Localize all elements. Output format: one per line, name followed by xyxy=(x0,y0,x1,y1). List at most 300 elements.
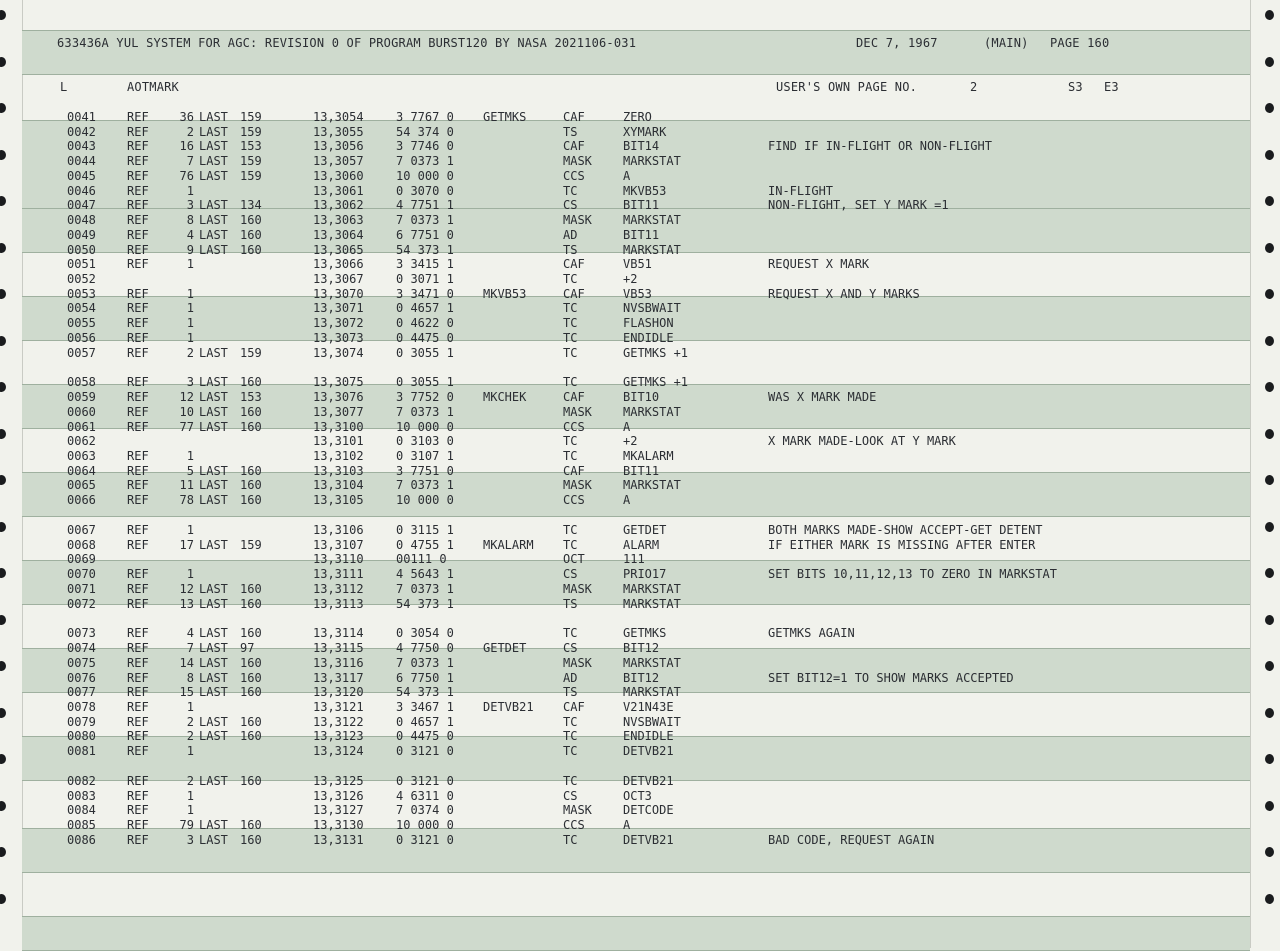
last-keyword: LAST xyxy=(199,641,228,656)
ref-keyword: REF xyxy=(127,626,149,641)
right-feed-hole xyxy=(1265,615,1274,625)
band-rule xyxy=(22,872,1250,873)
comment: IN-FLIGHT xyxy=(768,183,834,198)
ref-count: 1 xyxy=(186,301,194,316)
listing-row xyxy=(0,700,1280,715)
opcode: CAF xyxy=(563,463,585,478)
ref-count: 1 xyxy=(186,316,194,331)
line-number: 0073 xyxy=(67,626,96,641)
page-number: PAGE 160 xyxy=(1050,36,1110,50)
band-rule xyxy=(22,916,1250,917)
line-number: 0075 xyxy=(67,655,96,670)
ref-keyword: REF xyxy=(127,301,149,316)
ref-count: 3 xyxy=(186,832,194,847)
opcode: TC xyxy=(563,345,578,360)
octal-code: 7 0373 1 xyxy=(396,655,454,670)
operand: VB51 xyxy=(623,257,652,272)
operand: BIT11 xyxy=(623,198,660,213)
ref-count: 76 xyxy=(179,168,194,183)
address: 13,3101 xyxy=(313,434,364,449)
address: 13,3062 xyxy=(313,198,364,213)
operand: +2 xyxy=(623,434,638,449)
operand: MARKSTAT xyxy=(623,685,681,700)
last-page: 159 xyxy=(240,110,262,124)
ref-count: 1 xyxy=(186,522,194,537)
left-feed-hole xyxy=(0,10,6,20)
ref-count: 2 xyxy=(186,345,194,360)
last-keyword: LAST xyxy=(199,404,228,419)
line-number: 0049 xyxy=(67,227,96,242)
operand: BIT10 xyxy=(623,390,660,405)
opcode: AD xyxy=(563,670,578,685)
ref-keyword: REF xyxy=(127,714,149,729)
ref-count: 1 xyxy=(186,803,194,818)
opcode: TC xyxy=(563,375,578,390)
listing-row xyxy=(0,375,1280,390)
last-keyword: LAST xyxy=(199,419,228,434)
line-number: 0078 xyxy=(67,699,96,714)
listing-row xyxy=(0,110,1280,125)
ref-count: 16 xyxy=(179,139,194,154)
last-page: 160 xyxy=(240,818,262,833)
ref-keyword: REF xyxy=(127,345,149,360)
last-page: 160 xyxy=(240,596,262,611)
comment: FIND IF IN-FLIGHT OR NON-FLIGHT xyxy=(768,139,992,154)
opcode: TC xyxy=(563,316,578,331)
ref-count: 4 xyxy=(186,227,194,242)
octal-code: 0 3055 1 xyxy=(396,375,454,390)
opcode: AD xyxy=(563,227,578,242)
symbol-label: MKCHEK xyxy=(483,390,527,405)
opcode: TS xyxy=(563,596,578,611)
right-feed-hole xyxy=(1265,847,1274,857)
ref-count: 1 xyxy=(186,257,194,272)
octal-code: 0 3121 0 xyxy=(396,744,454,759)
operand: NVSBWAIT xyxy=(623,714,681,729)
line-number: 0042 xyxy=(67,124,96,139)
last-keyword: LAST xyxy=(199,390,228,405)
opcode: TC xyxy=(563,448,578,463)
line-number: 0072 xyxy=(67,596,96,611)
operand: BIT12 xyxy=(623,670,660,685)
address: 13,3130 xyxy=(313,818,364,833)
ref-keyword: REF xyxy=(127,448,149,463)
opcode: TC xyxy=(563,744,578,759)
ref-count: 1 xyxy=(186,183,194,198)
symbol-label: GETDET xyxy=(483,641,527,656)
opcode: CCS xyxy=(563,419,585,434)
address: 13,3067 xyxy=(313,271,364,286)
address: 13,3066 xyxy=(313,257,364,272)
last-page: 160 xyxy=(240,729,262,744)
operand: DETVB21 xyxy=(623,773,674,788)
ref-keyword: REF xyxy=(127,404,149,419)
listing-row xyxy=(0,434,1280,449)
address: 13,3075 xyxy=(313,375,364,390)
left-feed-hole xyxy=(0,847,6,857)
ref-count: 5 xyxy=(186,463,194,478)
last-page: 160 xyxy=(240,581,262,596)
operand: MARKSTAT xyxy=(623,242,681,257)
ref-keyword: REF xyxy=(127,832,149,847)
opcode: MASK xyxy=(563,213,592,227)
opcode: CCS xyxy=(563,168,585,183)
opcode: TC xyxy=(563,434,578,449)
left-feed-hole xyxy=(0,57,6,67)
operand: PRIO17 xyxy=(623,567,667,582)
opcode: TC xyxy=(563,537,578,552)
last-page: 159 xyxy=(240,168,262,183)
line-number: 0041 xyxy=(67,110,96,124)
octal-code: 0 4475 0 xyxy=(396,330,454,345)
last-keyword: LAST xyxy=(199,375,228,390)
last-keyword: LAST xyxy=(199,139,228,154)
octal-code: 0 4475 0 xyxy=(396,729,454,744)
ref-keyword: REF xyxy=(127,257,149,272)
listing-row xyxy=(0,228,1280,243)
octal-code: 7 0374 0 xyxy=(396,803,454,818)
listing-row xyxy=(0,287,1280,302)
listing-row xyxy=(0,715,1280,730)
opcode: CCS xyxy=(563,818,585,833)
listing-row xyxy=(0,139,1280,154)
opcode: MASK xyxy=(563,478,592,493)
listing-row xyxy=(0,582,1280,597)
listing-row xyxy=(0,774,1280,789)
octal-code: 7 0373 1 xyxy=(396,154,454,169)
last-page: 97 xyxy=(240,641,255,656)
address: 13,3071 xyxy=(313,301,364,316)
operand: 111 xyxy=(623,552,645,567)
operand: XYMARK xyxy=(623,124,667,139)
operand: BIT11 xyxy=(623,227,660,242)
band-rule xyxy=(22,516,1250,517)
line-number: 0058 xyxy=(67,375,96,390)
octal-code: 3 3471 0 xyxy=(396,286,454,301)
address: 13,3107 xyxy=(313,537,364,552)
octal-code: 3 7767 0 xyxy=(396,110,454,124)
address: 13,3060 xyxy=(313,168,364,183)
address: 13,3102 xyxy=(313,448,364,463)
octal-code: 7 0373 1 xyxy=(396,581,454,596)
ref-keyword: REF xyxy=(127,596,149,611)
ref-keyword: REF xyxy=(127,330,149,345)
ref-keyword: REF xyxy=(127,493,149,508)
listing-row xyxy=(0,198,1280,213)
ref-count: 8 xyxy=(186,213,194,227)
operand: MARKSTAT xyxy=(623,581,681,596)
address: 13,3126 xyxy=(313,788,364,803)
ref-keyword: REF xyxy=(127,655,149,670)
operand: VB53 xyxy=(623,286,652,301)
listing-row xyxy=(0,257,1280,272)
ref-keyword: REF xyxy=(127,375,149,390)
address: 13,3063 xyxy=(313,213,364,227)
line-number: 0062 xyxy=(67,434,96,449)
listing-title: 633436A YUL SYSTEM FOR AGC: REVISION 0 OF PROGRAM BURST120 BY NASA 2021106-031 xyxy=(57,36,637,50)
address: 13,3065 xyxy=(313,242,364,257)
last-page: 160 xyxy=(240,493,262,508)
last-page: 160 xyxy=(240,714,262,729)
ref-keyword: REF xyxy=(127,788,149,803)
octal-code: 0 3055 1 xyxy=(396,345,454,360)
line-number: 0069 xyxy=(67,552,96,567)
ref-keyword: REF xyxy=(127,522,149,537)
listing-row xyxy=(0,818,1280,833)
line-number: 0053 xyxy=(67,286,96,301)
listing-row xyxy=(0,685,1280,700)
address: 13,3123 xyxy=(313,729,364,744)
opcode: CAF xyxy=(563,699,585,714)
last-keyword: LAST xyxy=(199,168,228,183)
ref-count: 3 xyxy=(186,375,194,390)
operand: DETCODE xyxy=(623,803,674,818)
address: 13,3125 xyxy=(313,773,364,788)
opcode: OCT xyxy=(563,552,585,567)
operand: ENDIDLE xyxy=(623,330,674,345)
octal-code: 00111 0 xyxy=(396,552,447,567)
line-number: 0045 xyxy=(67,168,96,183)
operand: ZERO xyxy=(623,110,652,124)
opcode: TC xyxy=(563,522,578,537)
octal-code: 0 4755 1 xyxy=(396,537,454,552)
line-number: 0084 xyxy=(67,803,96,818)
octal-code: 3 7751 0 xyxy=(396,463,454,478)
address: 13,3070 xyxy=(313,286,364,301)
band-rule xyxy=(22,74,1250,75)
line-number: 0051 xyxy=(67,257,96,272)
opcode: TC xyxy=(563,729,578,744)
last-page: 159 xyxy=(240,537,262,552)
octal-code: 3 7746 0 xyxy=(396,139,454,154)
ref-count: 1 xyxy=(186,744,194,759)
ref-keyword: REF xyxy=(127,478,149,493)
ref-keyword: REF xyxy=(127,213,149,227)
operand: ENDIDLE xyxy=(623,729,674,744)
octal-code: 6 7750 1 xyxy=(396,670,454,685)
opcode: TC xyxy=(563,626,578,641)
ref-count: 1 xyxy=(186,567,194,582)
listing-row xyxy=(0,478,1280,493)
last-page: 159 xyxy=(240,124,262,139)
listing-row xyxy=(0,523,1280,538)
listing-row xyxy=(0,464,1280,479)
ref-count: 12 xyxy=(179,390,194,405)
octal-code: 7 0373 1 xyxy=(396,478,454,493)
address: 13,3074 xyxy=(313,345,364,360)
ref-keyword: REF xyxy=(127,567,149,582)
opcode: CAF xyxy=(563,286,585,301)
comment: X MARK MADE-LOOK AT Y MARK xyxy=(768,434,956,449)
octal-code: 54 374 0 xyxy=(396,124,454,139)
operand: BIT11 xyxy=(623,463,660,478)
line-number: 0071 xyxy=(67,581,96,596)
address: 13,3117 xyxy=(313,670,364,685)
address: 13,3100 xyxy=(313,419,364,434)
opcode: TC xyxy=(563,330,578,345)
opcode: MASK xyxy=(563,404,592,419)
last-page: 160 xyxy=(240,227,262,242)
last-page: 160 xyxy=(240,463,262,478)
operand: A xyxy=(623,493,631,508)
greenbar-band xyxy=(22,916,1250,950)
last-keyword: LAST xyxy=(199,773,228,788)
last-keyword: LAST xyxy=(199,596,228,611)
line-number: 0061 xyxy=(67,419,96,434)
listing-row xyxy=(0,641,1280,656)
listing-row xyxy=(0,833,1280,848)
line-number: 0063 xyxy=(67,448,96,463)
last-keyword: LAST xyxy=(199,655,228,670)
users-page-label: USER'S OWN PAGE NO. xyxy=(776,80,918,94)
octal-code: 10 000 0 xyxy=(396,818,454,833)
operand: MARKSTAT xyxy=(623,213,681,227)
listing-row xyxy=(0,671,1280,686)
opcode: CS xyxy=(563,567,578,582)
comment: BOTH MARKS MADE-SHOW ACCEPT-GET DETENT xyxy=(768,522,1043,537)
opcode: TC xyxy=(563,271,578,286)
opcode: TC xyxy=(563,183,578,198)
col-l-heading: L xyxy=(60,80,68,94)
address: 13,3127 xyxy=(313,803,364,818)
listing-row xyxy=(0,316,1280,331)
ref-count: 36 xyxy=(179,110,194,124)
opcode: CS xyxy=(563,198,578,213)
right-feed-hole xyxy=(1265,57,1274,67)
comment: GETMKS AGAIN xyxy=(768,626,855,641)
last-page: 159 xyxy=(240,345,262,360)
line-number: 0054 xyxy=(67,301,96,316)
listing-row xyxy=(0,405,1280,420)
opcode: CS xyxy=(563,788,578,803)
ref-keyword: REF xyxy=(127,744,149,759)
octal-code: 0 3071 1 xyxy=(396,271,454,286)
operand: NVSBWAIT xyxy=(623,301,681,316)
last-keyword: LAST xyxy=(199,463,228,478)
users-page-number: 2 xyxy=(970,80,978,94)
address: 13,3124 xyxy=(313,744,364,759)
opcode: MASK xyxy=(563,581,592,596)
ref-count: 10 xyxy=(179,404,194,419)
address: 13,3061 xyxy=(313,183,364,198)
line-number: 0052 xyxy=(67,271,96,286)
line-number: 0067 xyxy=(67,522,96,537)
operand: MKVB53 xyxy=(623,183,667,198)
opcode: TC xyxy=(563,832,578,847)
line-number: 0085 xyxy=(67,818,96,833)
octal-code: 0 3070 0 xyxy=(396,183,454,198)
ref-count: 2 xyxy=(186,773,194,788)
line-number: 0068 xyxy=(67,537,96,552)
line-number: 0046 xyxy=(67,183,96,198)
s-code: S3 xyxy=(1068,80,1083,94)
right-feed-hole xyxy=(1265,894,1274,904)
comment: BAD CODE, REQUEST AGAIN xyxy=(768,832,935,847)
last-page: 159 xyxy=(240,154,262,169)
address: 13,3072 xyxy=(313,316,364,331)
line-number: 0065 xyxy=(67,478,96,493)
listing-row xyxy=(0,301,1280,316)
right-feed-hole xyxy=(1265,10,1274,20)
operand: A xyxy=(623,168,631,183)
operand: MARKSTAT xyxy=(623,596,681,611)
ref-count: 2 xyxy=(186,714,194,729)
line-number: 0047 xyxy=(67,198,96,213)
octal-code: 0 4622 0 xyxy=(396,316,454,331)
octal-code: 3 3415 1 xyxy=(396,257,454,272)
last-page: 160 xyxy=(240,626,262,641)
operand: BIT14 xyxy=(623,139,660,154)
last-page: 160 xyxy=(240,404,262,419)
ref-count: 78 xyxy=(179,493,194,508)
ref-count: 4 xyxy=(186,626,194,641)
ref-keyword: REF xyxy=(127,154,149,169)
last-keyword: LAST xyxy=(199,729,228,744)
comment: NON-FLIGHT, SET Y MARK =1 xyxy=(768,198,949,213)
ref-keyword: REF xyxy=(127,685,149,700)
octal-code: 0 3103 0 xyxy=(396,434,454,449)
operand: FLASHON xyxy=(623,316,674,331)
line-number: 0086 xyxy=(67,832,96,847)
listing-row xyxy=(0,420,1280,435)
opcode: TS xyxy=(563,124,578,139)
octal-code: 54 373 1 xyxy=(396,685,454,700)
line-number: 0056 xyxy=(67,330,96,345)
listing-section: (MAIN) xyxy=(984,36,1029,50)
ref-count: 1 xyxy=(186,699,194,714)
octal-code: 0 3107 1 xyxy=(396,448,454,463)
ref-keyword: REF xyxy=(127,227,149,242)
line-number: 0043 xyxy=(67,139,96,154)
listing-row xyxy=(0,331,1280,346)
ref-keyword: REF xyxy=(127,537,149,552)
address: 13,3115 xyxy=(313,641,364,656)
ref-count: 7 xyxy=(186,154,194,169)
last-keyword: LAST xyxy=(199,478,228,493)
operand: MARKSTAT xyxy=(623,655,681,670)
listing-row xyxy=(0,154,1280,169)
listing-row xyxy=(0,552,1280,567)
address: 13,3122 xyxy=(313,714,364,729)
last-page: 160 xyxy=(240,832,262,847)
operand: GETMKS xyxy=(623,626,667,641)
last-page: 160 xyxy=(240,242,262,257)
ref-count: 14 xyxy=(179,655,194,670)
operand: GETDET xyxy=(623,522,667,537)
listing-row xyxy=(0,789,1280,804)
octal-code: 7 0373 1 xyxy=(396,404,454,419)
operand: GETMKS +1 xyxy=(623,345,689,360)
operand: BIT12 xyxy=(623,641,660,656)
ref-keyword: REF xyxy=(127,390,149,405)
opcode: TS xyxy=(563,685,578,700)
ref-count: 1 xyxy=(186,330,194,345)
last-keyword: LAST xyxy=(199,110,228,124)
line-number: 0082 xyxy=(67,773,96,788)
line-number: 0048 xyxy=(67,213,96,227)
ref-count: 79 xyxy=(179,818,194,833)
octal-code: 0 3121 0 xyxy=(396,773,454,788)
octal-code: 10 000 0 xyxy=(396,493,454,508)
last-keyword: LAST xyxy=(199,198,228,213)
listing-row xyxy=(0,272,1280,287)
operand: A xyxy=(623,818,631,833)
last-keyword: LAST xyxy=(199,154,228,169)
octal-code: 0 4657 1 xyxy=(396,714,454,729)
ref-count: 11 xyxy=(179,478,194,493)
comment: REQUEST X AND Y MARKS xyxy=(768,286,920,301)
address: 13,3121 xyxy=(313,699,364,714)
